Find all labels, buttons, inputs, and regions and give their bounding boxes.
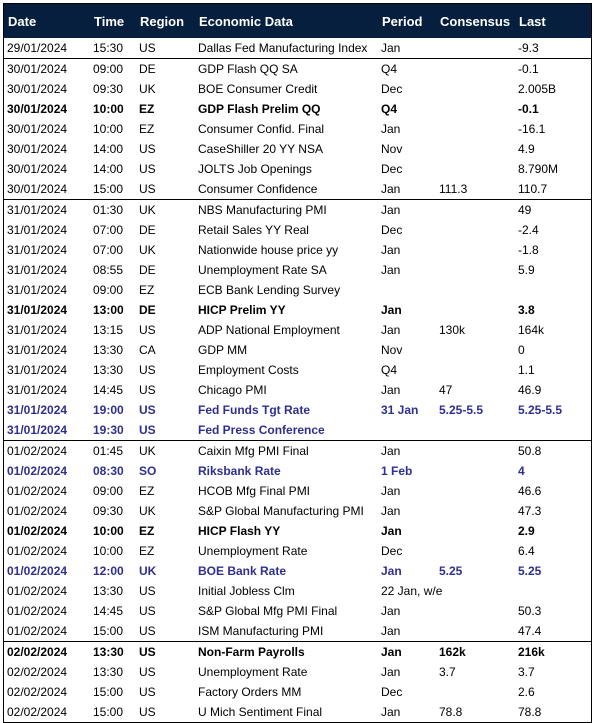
cell-date: 01/02/2024 [7,524,68,538]
table-row [4,179,591,199]
cell-date: 30/01/2024 [7,122,68,136]
cell-time: 13:30 [93,363,124,377]
table-row [4,420,591,440]
cell-time: 09:00 [93,62,124,76]
cell-period: Jan [381,122,401,136]
cell-economic-data: S&P Global Manufacturing PMI [198,504,364,518]
cell-last: -16.1 [518,122,546,136]
cell-region: US [139,182,156,196]
cell-last: 4.9 [518,142,535,156]
cell-date: 31/01/2024 [7,383,68,397]
header-date: Date [8,13,37,29]
cell-date: 31/01/2024 [7,283,68,297]
table-row [4,280,591,300]
cell-period: Dec [381,82,403,96]
table-row [4,320,591,340]
cell-date: 02/02/2024 [7,665,68,679]
cell-last: 1.1 [518,363,535,377]
cell-time: 13:30 [93,343,124,357]
table-row [4,682,591,702]
table-row [4,260,591,280]
cell-time: 19:00 [93,403,124,417]
cell-period: Dec [381,544,403,558]
cell-region: UK [139,444,156,458]
cell-date: 01/02/2024 [7,624,68,638]
cell-date: 01/02/2024 [7,564,68,578]
table-row [4,300,591,320]
cell-last: 47.3 [518,504,542,518]
cell-date: 31/01/2024 [7,263,68,277]
cell-economic-data: Non-Farm Payrolls [198,645,305,659]
table-row [4,119,591,139]
cell-region: CA [139,343,156,357]
cell-date: 01/02/2024 [7,444,68,458]
cell-last: 5.25-5.5 [518,403,563,417]
cell-date: 29/01/2024 [7,41,68,55]
cell-period: Jan [381,624,401,638]
cell-consensus: 5.25 [439,564,463,578]
cell-consensus: 162k [439,645,466,659]
cell-date: 02/02/2024 [7,645,68,659]
cell-economic-data: GDP Flash Prelim QQ [198,102,321,116]
cell-economic-data: Dallas Fed Manufacturing Index [198,41,368,55]
header-time: Time [94,13,125,29]
cell-date: 31/01/2024 [7,403,68,417]
cell-date: 31/01/2024 [7,303,68,317]
cell-period: Jan [381,323,401,337]
cell-date: 01/02/2024 [7,464,68,478]
cell-date: 01/02/2024 [7,604,68,618]
cell-period: Jan [381,182,401,196]
cell-economic-data: Riksbank Rate [198,464,281,478]
cell-date: 01/02/2024 [7,544,68,558]
cell-date: 31/01/2024 [7,203,68,217]
cell-region: EZ [139,544,155,558]
cell-period: Jan [381,504,401,518]
cell-period: Dec [381,223,403,237]
cell-last: -2.4 [518,223,539,237]
table-row [4,601,591,621]
cell-region: US [139,142,156,156]
cell-region: US [139,363,156,377]
cell-region: SO [139,464,157,478]
cell-time: 07:00 [93,223,124,237]
cell-economic-data: Chicago PMI [198,383,267,397]
cell-region: US [139,162,156,176]
cell-economic-data: U Mich Sentiment Final [198,705,323,719]
cell-economic-data: BOE Bank Rate [198,564,287,578]
cell-time: 13:00 [93,303,124,317]
cell-time: 09:30 [93,82,124,96]
cell-time: 15:00 [93,624,124,638]
header-region: Region [140,13,185,29]
cell-economic-data: GDP Flash QQ SA [198,62,298,76]
cell-last: 2.005B [518,82,557,96]
table-row [4,220,591,240]
cell-time: 09:30 [93,504,124,518]
table-row [4,199,591,220]
cell-region: US [139,584,156,598]
cell-date: 30/01/2024 [7,62,68,76]
cell-economic-data: Consumer Confid. Final [198,122,325,136]
cell-period: Nov [381,142,403,156]
cell-last: 8.790M [518,162,559,176]
table-row [4,139,591,159]
cell-period: Jan [381,484,401,498]
table-row [4,702,591,722]
cell-region: DE [139,303,156,317]
cell-date: 31/01/2024 [7,363,68,377]
cell-region: US [139,624,156,638]
cell-time: 15:30 [93,41,124,55]
cell-period: 31 Jan [381,403,419,417]
cell-time: 10:00 [93,102,124,116]
cell-region: US [139,423,156,437]
cell-economic-data: Caixin Mfg PMI Final [198,444,309,458]
cell-last: 4 [518,464,525,478]
table-row [4,159,591,179]
cell-region: DE [139,263,156,277]
table-row [4,481,591,501]
cell-last: 216k [518,645,545,659]
cell-region: UK [139,82,156,96]
cell-last: 5.9 [518,263,535,277]
cell-time: 19:30 [93,423,124,437]
cell-consensus: 5.25-5.5 [439,403,484,417]
cell-region: US [139,41,156,55]
cell-region: DE [139,223,156,237]
table-row [4,662,591,682]
cell-period: Jan [381,263,401,277]
cell-last: 49 [518,203,532,217]
cell-date: 01/02/2024 [7,484,68,498]
cell-period: Jan [381,665,401,679]
cell-period: Q4 [381,102,398,116]
cell-region: EZ [139,283,155,297]
cell-period: Jan [381,564,402,578]
table-row [4,380,591,400]
cell-last: 46.9 [518,383,542,397]
cell-economic-data: ADP National Employment [198,323,340,337]
cell-date: 31/01/2024 [7,323,68,337]
cell-last: 50.3 [518,604,542,618]
cell-economic-data: Nationwide house price yy [198,243,339,257]
cell-period: Jan [381,524,402,538]
cell-last: 2.6 [518,685,535,699]
cell-consensus: 47 [439,383,453,397]
cell-consensus: 78.8 [439,705,463,719]
cell-last: 5.25 [518,564,542,578]
cell-date: 30/01/2024 [7,182,68,196]
cell-time: 13:30 [93,665,124,679]
cell-date: 01/02/2024 [7,584,68,598]
cell-date: 01/02/2024 [7,504,68,518]
cell-period: Jan [381,604,401,618]
cell-time: 13:30 [93,645,124,659]
cell-last: 0 [518,343,525,357]
cell-economic-data: JOLTS Job Openings [198,162,312,176]
cell-time: 10:00 [93,122,124,136]
table-row [4,581,591,601]
cell-date: 31/01/2024 [7,423,68,437]
cell-period: Jan [381,645,402,659]
cell-period: 1 Feb [381,464,413,478]
cell-economic-data: Unemployment Rate [198,544,308,558]
cell-time: 10:00 [93,544,124,558]
cell-date: 30/01/2024 [7,102,68,116]
cell-region: EZ [139,102,155,116]
cell-consensus: 3.7 [439,665,456,679]
table-row [4,621,591,641]
cell-economic-data: GDP MM [198,343,248,357]
header-consensus: Consensus [440,13,511,29]
cell-time: 13:15 [93,323,124,337]
cell-last: 164k [518,323,545,337]
table-row [4,38,591,58]
table-row [4,360,591,380]
header-period: Period [382,13,423,29]
cell-last: -1.8 [518,243,539,257]
cell-period: Jan [381,705,401,719]
cell-economic-data: Retail Sales YY Real [198,223,309,237]
cell-economic-data: CaseShiller 20 YY NSA [198,142,323,156]
cell-time: 09:00 [93,283,124,297]
cell-time: 13:30 [93,584,124,598]
cell-time: 01:45 [93,444,124,458]
cell-economic-data: Unemployment Rate [198,665,308,679]
cell-last: 47.4 [518,624,542,638]
cell-last: -0.1 [518,62,539,76]
table-row [4,79,591,99]
cell-region: US [139,665,156,679]
cell-last: 6.4 [518,544,535,558]
cell-region: US [139,645,156,659]
cell-economic-data: HICP Prelim YY [198,303,286,317]
cell-time: 01:30 [93,203,124,217]
cell-economic-data: HCOB Mfg Final PMI [198,484,311,498]
table-row [4,501,591,521]
table-body [4,38,591,722]
cell-period: Dec [381,162,403,176]
cell-period: Nov [381,343,403,357]
cell-region: DE [139,62,156,76]
cell-region: EZ [139,524,155,538]
cell-last: 2.9 [518,524,535,538]
table-row [4,641,591,662]
cell-region: US [139,383,156,397]
cell-time: 10:00 [93,524,124,538]
cell-period: Jan [381,303,402,317]
cell-time: 14:00 [93,162,124,176]
cell-date: 31/01/2024 [7,243,68,257]
cell-economic-data: Initial Jobless Clm [198,584,295,598]
table-row [4,240,591,260]
cell-date: 30/01/2024 [7,142,68,156]
cell-region: EZ [139,122,155,136]
cell-last: 46.6 [518,484,542,498]
cell-time: 08:55 [93,263,124,277]
table-header-row [4,4,591,38]
table-row [4,521,591,541]
cell-region: EZ [139,484,155,498]
cell-period: Q4 [381,363,398,377]
table-row [4,400,591,420]
cell-economic-data: BOE Consumer Credit [198,82,318,96]
cell-last: 78.8 [518,705,542,719]
cell-time: 07:00 [93,243,124,257]
cell-period: Jan [381,203,401,217]
table-row [4,541,591,561]
cell-last: 3.7 [518,665,535,679]
cell-time: 14:00 [93,142,124,156]
cell-period: Dec [381,685,403,699]
cell-region: US [139,685,156,699]
header-last: Last [519,13,546,29]
cell-economic-data: ECB Bank Lending Survey [198,283,341,297]
cell-date: 31/01/2024 [7,223,68,237]
cell-region: US [139,604,156,618]
cell-last: -9.3 [518,41,539,55]
cell-date: 31/01/2024 [7,343,68,357]
cell-economic-data: Unemployment Rate SA [198,263,327,277]
cell-region: UK [139,564,157,578]
table-row [4,440,591,461]
cell-economic-data: Fed Press Conference [198,423,325,437]
cell-time: 12:00 [93,564,124,578]
cell-time: 15:00 [93,685,124,699]
table-row [4,99,591,119]
cell-economic-data: Consumer Confidence [198,182,318,196]
cell-region: UK [139,243,156,257]
table-row [4,58,591,79]
cell-period: Jan [381,41,401,55]
cell-period: Q4 [381,62,398,76]
cell-time: 09:00 [93,484,124,498]
economic-calendar-table [3,3,592,723]
cell-region: UK [139,504,156,518]
cell-economic-data: Employment Costs [198,363,299,377]
cell-economic-data: Factory Orders MM [198,685,302,699]
cell-time: 14:45 [93,604,124,618]
cell-consensus: 130k [439,323,466,337]
cell-region: US [139,705,156,719]
cell-time: 15:00 [93,705,124,719]
cell-last: 50.8 [518,444,542,458]
cell-time: 15:00 [93,182,124,196]
cell-region: US [139,323,156,337]
cell-period: Jan [381,383,401,397]
cell-region: US [139,403,156,417]
cell-economic-data: HICP Flash YY [198,524,281,538]
cell-period: 22 Jan, w/e [381,584,443,598]
cell-last: 3.8 [518,303,535,317]
cell-date: 02/02/2024 [7,685,68,699]
header-economic-data: Economic Data [199,13,293,29]
table-row [4,561,591,581]
cell-economic-data: Fed Funds Tgt Rate [198,403,310,417]
cell-time: 14:45 [93,383,124,397]
cell-region: UK [139,203,156,217]
cell-consensus: 111.3 [439,182,468,196]
cell-period: Jan [381,243,401,257]
table-row [4,461,591,481]
cell-date: 30/01/2024 [7,82,68,96]
table-row [4,340,591,360]
cell-date: 30/01/2024 [7,162,68,176]
cell-period: Jan [381,444,401,458]
cell-last: -0.1 [518,102,539,116]
cell-date: 02/02/2024 [7,705,68,719]
cell-economic-data: S&P Global Mfg PMI Final [198,604,338,618]
cell-economic-data: ISM Manufacturing PMI [198,624,324,638]
cell-last: 110.7 [518,182,548,196]
cell-time: 08:30 [93,464,124,478]
cell-economic-data: NBS Manufacturing PMI [198,203,327,217]
